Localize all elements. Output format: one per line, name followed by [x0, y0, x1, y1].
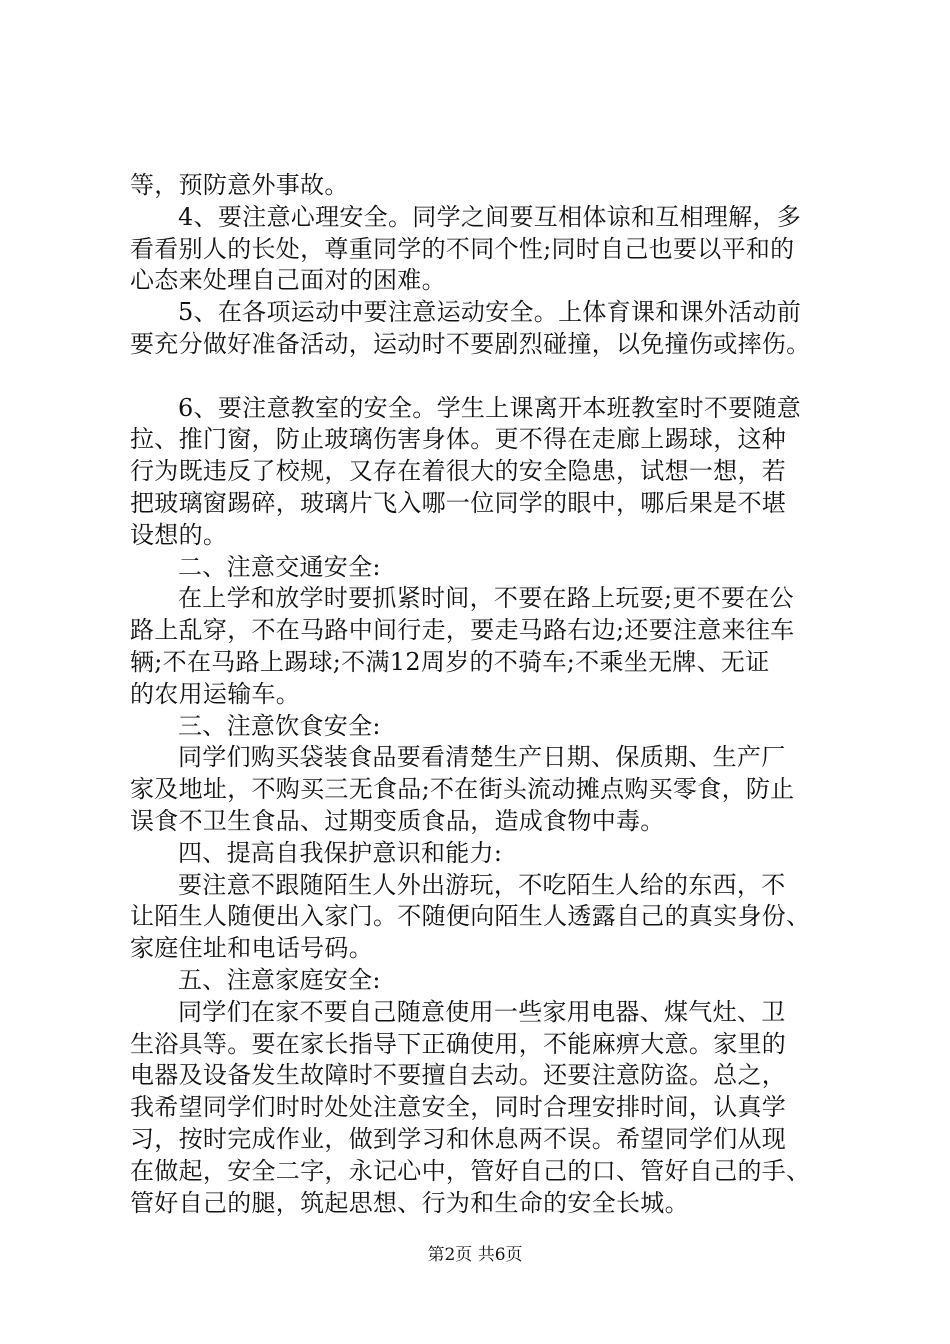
text-line: 二、注意交通安全: [178, 552, 381, 581]
text-line: 误食不卫生食品、过期变质食品，造成食物中毒。 [130, 806, 665, 835]
text-line: 在做起，安全二字，永记心中，管好自己的口、管好自己的手、 [130, 1156, 811, 1185]
text-line: 我希望同学们时时处处注意安全，同时合理安排时间，认真学 [130, 1093, 787, 1122]
text-line: 6、要注意教室的安全。学生上课离开本班教室时不要随意 [178, 393, 802, 422]
text-line: 的农用运输车。 [130, 679, 301, 708]
text-line: 4、要注意心理安全。同学之间要互相体谅和互相理解，多 [178, 202, 802, 231]
page-footer: 第2页 共6页 [427, 1245, 523, 1265]
text-line: 四、提高自我保护意识和能力: [178, 838, 503, 867]
text-line: 让陌生人随便出入家门。不随便向陌生人透露自己的真实身份、 [130, 902, 811, 931]
text-line: 拉、推门窗，防止玻璃伤害身体。更不得在走廊上踢球，这种 [130, 425, 787, 454]
text-line: 要注意不跟随陌生人外出游玩，不吃陌生人给的东西，不 [178, 870, 786, 899]
text-line: 等，预防意外事故。 [130, 171, 349, 199]
text-line: 要充分做好准备活动，运动时不要剧烈碰撞，以免撞伤或摔伤。 [130, 329, 811, 358]
text-line: 5、在各项运动中要注意运动安全。上体育课和课外活动前 [178, 298, 802, 327]
document-body [130, 170, 830, 1219]
blank-line [130, 361, 830, 393]
text-line: 管好自己的腿，筑起思想、行为和生命的安全长城。 [130, 1188, 689, 1217]
text-line: 看看别人的长处，尊重同学的不同个性;同时自己也要以平和的 [130, 234, 795, 263]
text-line: 习，按时完成作业，做到学习和休息两不误。希望同学们从现 [130, 1124, 787, 1153]
text-line: 三、注意饮食安全: [178, 711, 381, 740]
text-line: 电器及设备发生故障时不要擅自去动。还要注意防盗。总之， [130, 1061, 787, 1090]
text-line: 在上学和放学时要抓紧时间，不要在路上玩耍;更不要在公 [178, 584, 794, 613]
text-line: 设想的。 [130, 520, 228, 549]
text-line: 路上乱穿，不在马路中间行走，要走马路右边;还要注意来往车 [130, 616, 795, 645]
text-line: 家及地址，不购买三无食品;不在街头流动摊点购买零食，防止 [130, 775, 795, 804]
text-line: 行为既违反了校规，又存在着很大的安全隐患，试想一想，若 [130, 457, 787, 486]
text-line: 五、注意家庭安全: [178, 965, 381, 994]
text-line: 心态来处理自己面对的困难。 [130, 266, 446, 295]
text-line: 辆;不在马路上踢球;不满12周岁的不骑车;不乘坐无牌、无证 [130, 647, 770, 676]
text-line: 生浴具等。要在家长指导下正确使用，不能麻痹大意。家里的 [130, 1029, 787, 1058]
text-line: 家庭住址和电话号码。 [130, 934, 373, 963]
text-line: 同学们购买袋装食品要看清楚生产日期、保质期、生产厂 [178, 743, 786, 772]
text-line: 同学们在家不要自己随意使用一些家用电器、煤气灶、卫 [178, 997, 786, 1026]
text-line: 把玻璃窗踢碎，玻璃片飞入哪一位同学的眼中，哪后果是不堪 [130, 488, 787, 517]
